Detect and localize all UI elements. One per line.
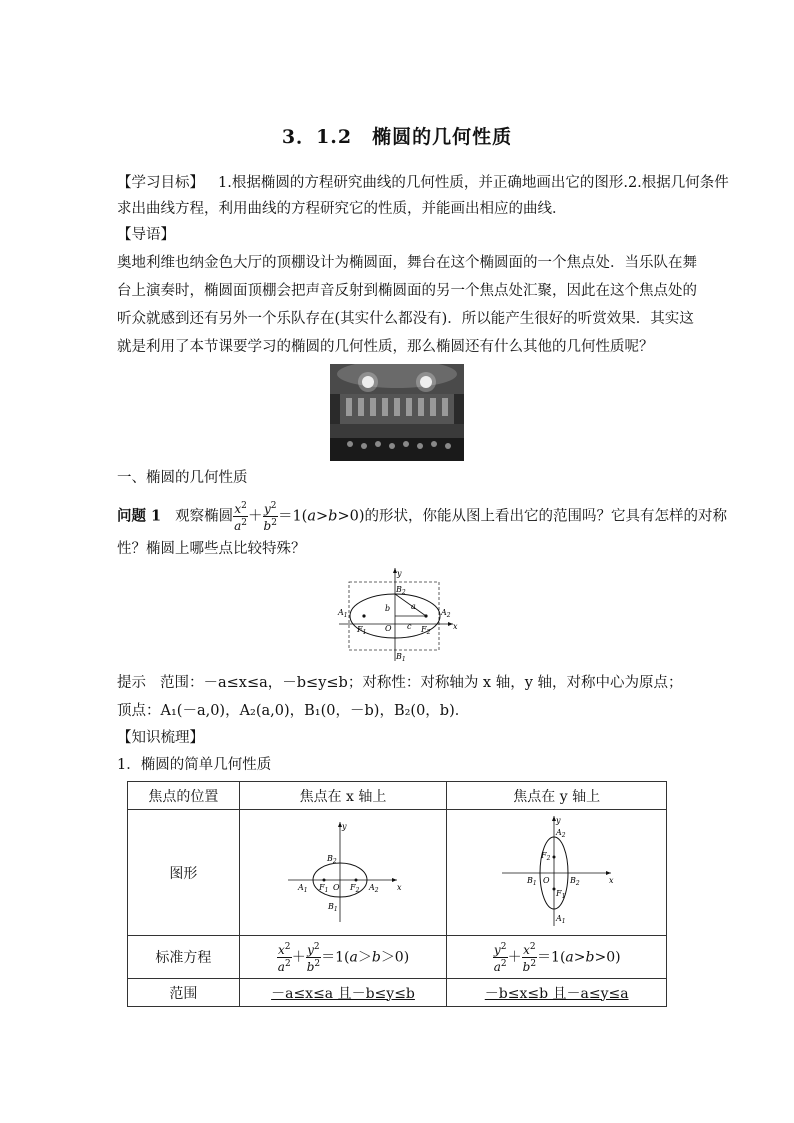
graph-y-cell: [447, 810, 667, 936]
svg-text:F1: $F_1$: [555, 889, 566, 900]
svg-text:x: x: [453, 622, 458, 631]
intro-line4: 就是利用了本节课要学习的椭圆的几何性质，那么椭圆还有什么其他的几何性质呢？: [117, 339, 654, 355]
equation-x-cell: $\frac{x^2}{a^2}$ ＋ $\frac{y^2}{b^2}$ ＝1(a＞b＞0): [239, 936, 447, 979]
ellipse-y-axis-figure: [497, 813, 617, 928]
header-x-axis: 焦点在 x 轴上: [239, 782, 447, 810]
table-row-range: [128, 979, 667, 1007]
svg-text:F2: $F_2$: [540, 851, 551, 862]
hint-label: 提示: [117, 675, 146, 691]
intro-line1: 奥地利维也纳金色大厅的顶棚设计为椭圆面，舞台在这个椭圆面的一个焦点处．当乐队在舞: [117, 255, 697, 271]
svg-text:B2: $B_2$: [327, 854, 337, 865]
question1-post: 的形状，你能从图上看出它的范围吗？它具有怎样的对称: [364, 508, 727, 525]
hint-line2: 顶点：A₁(－a,0)，A₂(a,0)，B₁(0，－b)，B₂(0，b)．: [117, 703, 470, 719]
knowledge-label: 【知识梳理】: [117, 730, 204, 746]
label-equation: 标准方程: [128, 936, 240, 979]
objectives-text1: 1.根据椭圆的方程研究曲线的几何性质，并正确地画出它的图形.2.根据几何条件: [218, 175, 729, 191]
svg-text:O: O: [385, 624, 392, 633]
ellipse-figure: [335, 565, 460, 667]
question1-pre: 观察椭圆: [175, 508, 234, 525]
intro-line2: 台上演奏时，椭圆面顶棚会把声音反射到椭圆面的另一个焦点处汇聚，因此在这个焦点处的: [117, 283, 697, 299]
svg-text:A1: $A_1$: [298, 883, 308, 894]
svg-text:y: y: [555, 816, 561, 825]
frac-y2-b2: $\frac{y^2}{b^2}$: [263, 501, 277, 533]
intro-line3: 听众就感到还有另外一个乐队存在(其实什么都没有)．所以能产生很好的听赏效果．其实这: [117, 311, 694, 327]
header-y-axis: 焦点在 y 轴上: [447, 782, 667, 810]
svg-text:B1: $B_1$: [526, 876, 537, 887]
svg-text:O: O: [542, 876, 550, 885]
svg-text:x: x: [397, 883, 402, 892]
svg-text:B1: $B_1$: [328, 902, 338, 913]
svg-text:y: y: [397, 569, 402, 578]
range-x-cell: －a≤x≤a 且－b≤y≤b: [239, 979, 447, 1007]
svg-text:F1: $F_1$: [357, 625, 367, 636]
objectives-line1: [117, 170, 729, 196]
label-graph: 图形: [128, 810, 240, 936]
svg-text:y: y: [342, 822, 347, 831]
properties-table: [127, 781, 667, 1007]
label-range: 范围: [128, 979, 240, 1007]
intro-label: 【导语】: [117, 227, 175, 243]
svg-text:F2: $F_2$: [421, 625, 431, 636]
svg-text:a: a: [411, 602, 416, 611]
question1-line2: 性？椭圆上哪些点比较特殊？: [117, 541, 306, 557]
svg-text:F2: $F_2$: [350, 883, 360, 894]
svg-text:A2: $A_2$: [555, 828, 566, 839]
section-heading: 一、椭圆的几何性质: [117, 470, 248, 486]
svg-text:b: b: [385, 604, 391, 613]
equation-y-cell: $\frac{y^2}{a^2}$ ＋ $\frac{x^2}{b^2}$ ＝1(a>b>0): [447, 936, 667, 979]
table-header-row: [128, 782, 667, 810]
concert-hall-photo: [330, 364, 464, 461]
svg-text:B1: $B_1$: [396, 652, 406, 663]
hint-text1: 范围：－a≤x≤a，－b≤y≤b；对称性：对称轴为 x 轴，y 轴，对称中心为原点；: [160, 675, 683, 691]
frac-x2-a2: $\frac{x^2}{a^2}$: [234, 501, 248, 533]
question1-label: 问题 1: [117, 507, 162, 525]
page-title: 3．1.2 椭圆的几何性质: [281, 126, 513, 148]
ellipse-x-axis-figure: [283, 818, 403, 923]
svg-text:B2: $B_2$: [569, 876, 580, 887]
svg-text:A2: $A_2$: [441, 608, 451, 619]
table-row-graph: [128, 810, 667, 936]
svg-text:A2: $A_2$: [369, 883, 379, 894]
svg-text:A1: $A_1$: [555, 914, 566, 925]
subsection-heading: 1．椭圆的简单几何性质: [117, 757, 272, 773]
svg-text:B2: $B_2$: [396, 585, 406, 596]
svg-text:A1: $A_1$: [338, 608, 348, 619]
table-row-equation: [128, 936, 667, 979]
svg-text:O: O: [333, 883, 340, 892]
svg-text:x: x: [608, 876, 614, 885]
objectives-label: 【学习目标】: [117, 175, 204, 191]
graph-x-cell: [239, 810, 447, 936]
svg-text:F1: $F_1$: [319, 883, 329, 894]
range-y-cell: －b≤x≤b 且－a≤y≤a: [447, 979, 667, 1007]
objectives-line2: 求出曲线方程，利用曲线的方程研究它的性质，并能画出相应的曲线．: [117, 201, 567, 217]
svg-text:c: c: [407, 622, 412, 631]
hint-line1: [117, 670, 683, 696]
question1-line1: 问题 1 观察椭圆 $\frac{x^2}{a^2}$ ＋ $\frac{y^2}{b^2}$ ＝1(a>b>0)的形状，你能从图上看出它的范围吗？它具有怎样的对称: [117, 501, 727, 533]
header-focus-position: 焦点的位置: [128, 782, 240, 810]
